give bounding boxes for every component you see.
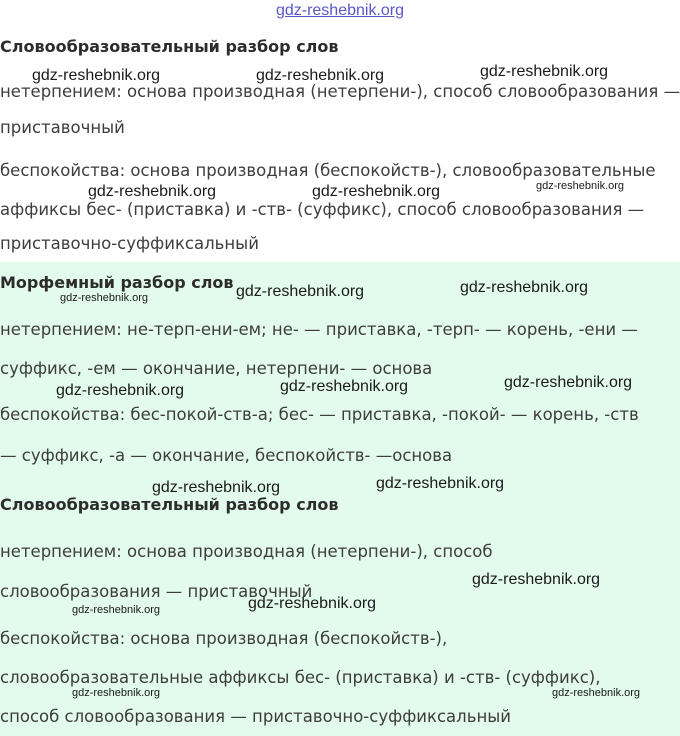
- text-line: словообразования — приставочный: [0, 582, 313, 601]
- watermark: gdz-reshebnik.org: [88, 183, 217, 200]
- text-line: способ словообразования — приставочно-суффиксальный: [0, 707, 511, 726]
- watermark: gdz-reshebnik.org: [472, 571, 601, 588]
- text-line: нетерпением: не-терп-ени-ем; не- — приставка, -терп- — корень, -ени —: [0, 320, 638, 339]
- text-line: нетерпением: основа производная (нетерпени-), способ словообразования —: [0, 82, 680, 101]
- text-line: суффикс, -ем — окончание, нетерпени- — основа: [0, 359, 433, 378]
- site-header-link[interactable]: gdz-reshebnik.org: [275, 2, 405, 19]
- watermark: gdz-reshebnik.org: [256, 67, 385, 84]
- watermark: gdz-reshebnik.org: [152, 479, 281, 496]
- watermark: gdz-reshebnik.org: [504, 374, 633, 391]
- watermark: gdz-reshebnik.org: [460, 279, 589, 296]
- watermark: gdz-reshebnik.org: [236, 283, 365, 300]
- watermark: gdz-reshebnik.org: [376, 475, 505, 492]
- section-heading-morpheme: Морфемный разбор слов: [0, 273, 234, 292]
- text-line: — суффикс, -а — окончание, беспокойств- —основа: [0, 446, 453, 465]
- section-heading-word-formation-1: Словообразовательный разбор слов: [0, 37, 339, 56]
- text-line: нетерпением: основа производная (нетерпени-), способ: [0, 542, 493, 561]
- watermark: gdz-reshebnik.org: [60, 292, 149, 304]
- text-line: беспокойства: бес-покой-ств-а; бес- — приставка, -покой- — корень, -ств: [0, 405, 639, 424]
- watermark: gdz-reshebnik.org: [552, 687, 641, 699]
- watermark: gdz-reshebnik.org: [280, 378, 409, 395]
- text-line: приставочно-суффиксальный: [0, 234, 259, 253]
- text-line: беспокойства: основа производная (беспокойств-),: [0, 629, 448, 648]
- text-line: словообразовательные аффиксы бес- (приставка) и -ств- (суффикс),: [0, 668, 601, 687]
- text-line: аффиксы бес- (приставка) и -ств- (суффикс), способ словообразования —: [0, 200, 645, 219]
- watermark: gdz-reshebnik.org: [312, 183, 441, 200]
- watermark: gdz-reshebnik.org: [72, 687, 161, 699]
- text-line: беспокойства: основа производная (беспокойств-), словообразовательные: [0, 161, 656, 180]
- watermark: gdz-reshebnik.org: [32, 67, 161, 84]
- watermark: gdz-reshebnik.org: [480, 63, 609, 80]
- watermark: gdz-reshebnik.org: [72, 604, 161, 616]
- section-heading-word-formation-2: Словообразовательный разбор слов: [0, 495, 339, 514]
- text-line: приставочный: [0, 118, 125, 137]
- watermark: gdz-reshebnik.org: [248, 595, 377, 612]
- watermark: gdz-reshebnik.org: [56, 382, 185, 399]
- watermark: gdz-reshebnik.org: [536, 180, 625, 192]
